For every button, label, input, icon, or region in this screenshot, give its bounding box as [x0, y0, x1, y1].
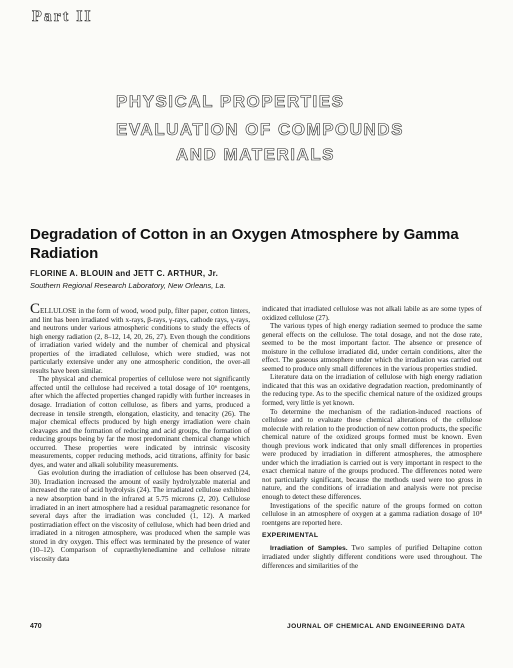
section-heading-line-3: AND MATERIALS: [176, 145, 335, 164]
section-heading-experimental: EXPERIMENTAL: [262, 532, 319, 540]
paragraph: To determine the mechanism of the radiation-induced reactions of cellulose and to evaluate these chemical alterations of the cellulose molecule with relation to the production of new cotton products, the specific chemical nature of the oxidized groups formed must be known. Even though previous work indicated that only small differences in properties were produced by irradiation in different atmospheres, the atmosphere under which the irradiation is carried out is very important in respect to the exact chemical nature of the groups produced. The differences noted were not particularly significant, because the methods used were too gross in nature, and the conditions of irradiation and analysis were not precise enough to detect these differences.: [262, 407, 482, 502]
section-heading-line-2: EVALUATION OF COMPOUNDS: [116, 120, 404, 139]
article-title: Degradation of Cotton in an Oxygen Atmosphere by Gamma Radiation: [30, 226, 459, 262]
article-affiliation: Southern Regional Research Laboratory, New Orleans, La.: [30, 281, 226, 290]
part-heading: Part II: [32, 8, 93, 25]
drop-cap: C: [30, 301, 41, 317]
subsection-runin-heading: Irradiation of Samples.: [270, 544, 348, 552]
paragraph: [30, 301, 250, 375]
paragraph: Literature data on the irradiation of cellulose with high energy radiation indicated that this was an oxidative degradation reaction, predominantly of the reducing type. As to the specific chemical nature of the oxidized groups formed, very little is yet known.: [262, 373, 482, 408]
paragraph: [262, 544, 482, 571]
paragraph-text: Two samples of purified Deltapine cotton irradiated under slightly different conditions were used throughout. The differences and similarities of the: [262, 543, 482, 570]
body-column-right: [262, 305, 482, 570]
paragraph: The various types of high energy radiation seemed to produce the same general effects on the cellulose. The total dosage, and not the dose rate, seemed to be the most important factor. The absence or presence of moisture in the cellulose irradiated did, under certain conditions, alter the effect. The gaseous atmosphere under which the irradiation was carried out seemed to produce only small differences in the various properties studied.: [262, 322, 482, 373]
section-heading-line-1: PHYSICAL PROPERTIES: [116, 92, 345, 111]
paragraph: Investigations of the specific nature of the groups formed on cotton cellulose in an atmosphere of oxygen at a gamma radiation dosage of 10⁸ roentgens are reported here.: [262, 501, 482, 527]
paragraph: The physical and chemical properties of cellulose were not significantly affected until the cellulose had received a total dosage of 10⁶ roentgens, after which the affected properties changed rapidly with further increases in dosage. Irradiation of cotton cellulose, as fibers and yarns, produced a decrease in tensile strength, elongation, elasticity, and tenacity (26). The major chemical effects produced by high energy irradiation were chain cleavages and the formation of reducing and acid groups, the formation of reducing groups being by far the most predominant chemical change which occurred. These properties were indicated by intrinsic viscosity measurements, copper reducing methods, acid titrations, affinity for basic dyes, and water and alkali solubility measurements.: [30, 375, 250, 469]
paragraph: Gas evolution during the irradiation of cellulose has been observed (24, 30). Irradiation increased the amount of easily hydrolyzable material and increased the rate of acid hydrolysis (24). The irradiated cellulose exhibited a new absorption band in the infrared at 5.75 microns (2, 20). Cellulose irradiated in an inert atmosphere had a residual paramagnetic resonance for several days after the irradiation was concluded (1, 12). A marked postirradiation effect on the viscosity of cellulose, which had been dried and irradiated in a nitrogen atmosphere, was produced when the sample was stored in dry oxygen. This effect was terminated by the presence of water (10–12). Comparison of cupraethylenediamine and cellulose nitrate viscosity data: [30, 469, 250, 563]
page-number: 470: [30, 623, 42, 630]
paragraph-text: ELLULOSE in the form of wood, wood pulp, filter paper, cotton linters, and lint has been irradiated with x-rays, β-rays, γ-rays, cathode rays, γ-rays, and neutrons under various atmospheric conditions to study the effects of high energy radiation (2, 8–12, 14, 20, 26, 27). Even though the conditions of irradiation varied widely and the number of chemical and physical properties of the irradiated cellulose, which were studied, was not particularly extensive under any one atmospheric condition, the over-all results have been similar.: [30, 307, 250, 375]
journal-name: JOURNAL OF CHEMICAL AND ENGINEERING DATA: [287, 623, 466, 630]
body-column-left: [30, 301, 250, 563]
article-authors: FLORINE A. BLOUIN and JETT C. ARTHUR, Jr.: [30, 269, 219, 278]
paragraph: indicated that irradiated cellulose was not alkali labile as are some types of oxidized cellulose (27).: [262, 305, 482, 322]
